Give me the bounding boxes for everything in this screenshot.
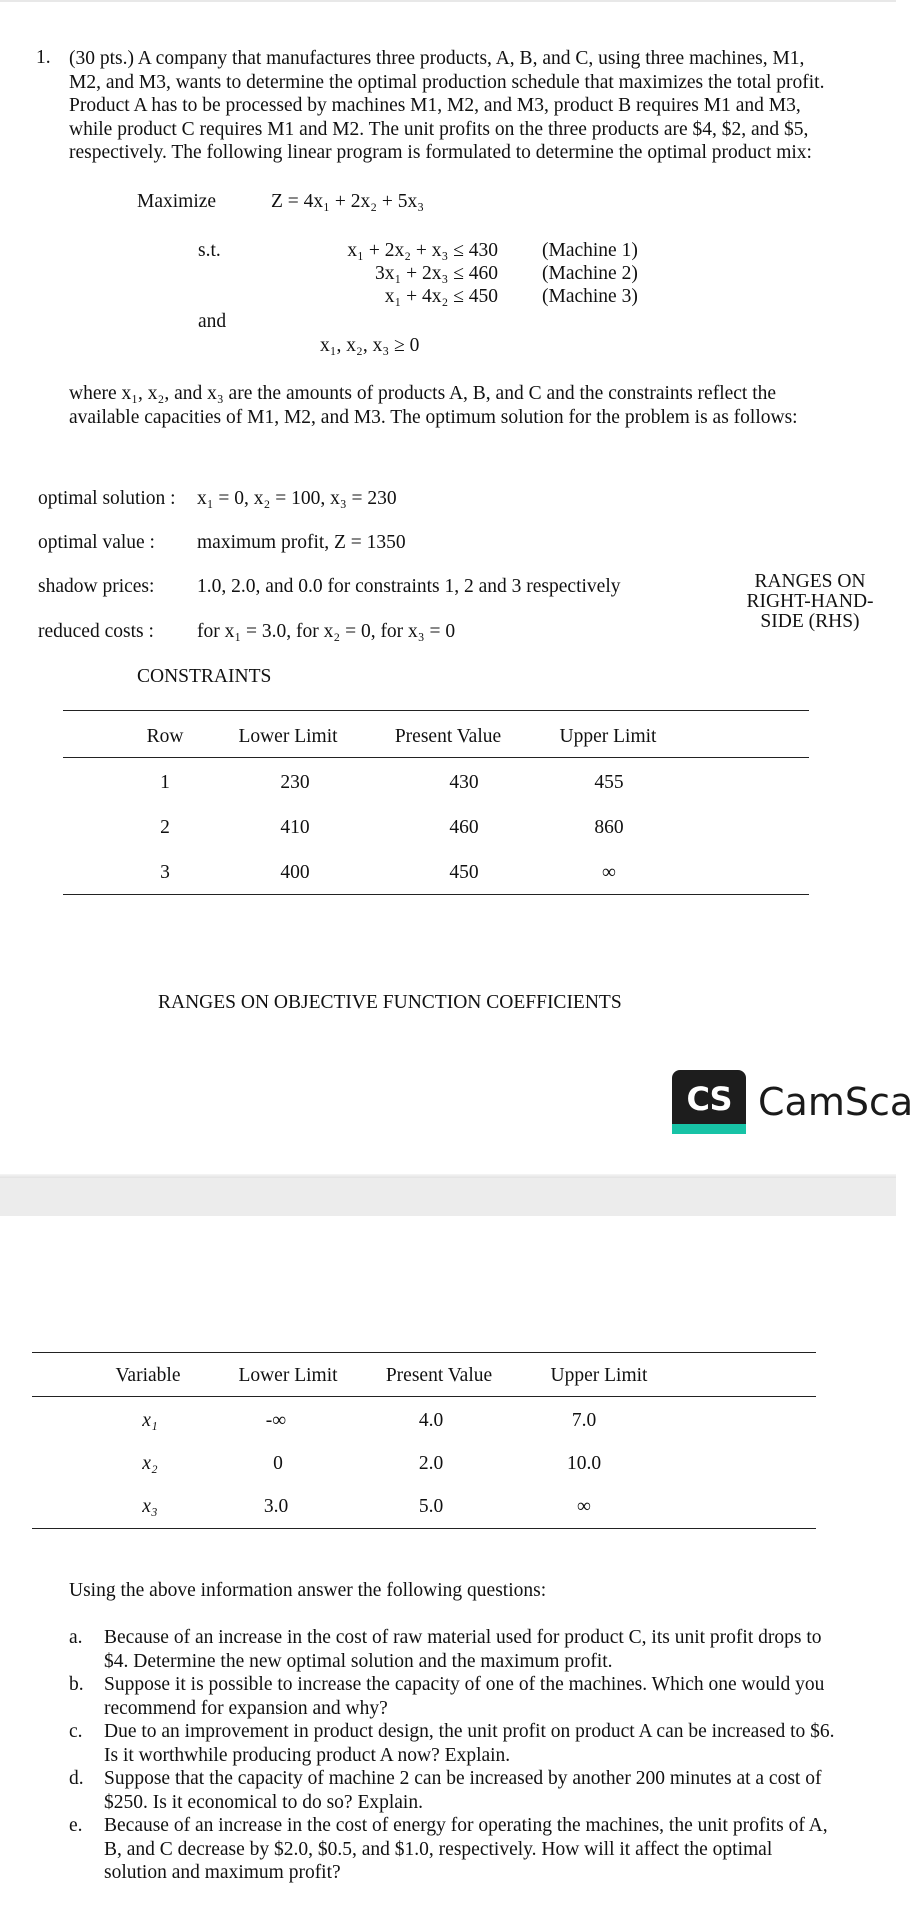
question-c-letter: c. (69, 1721, 83, 1742)
obj-table-cell: 4.0 (418, 1410, 444, 1431)
question-d (104, 1767, 821, 1814)
obj-col-header-variable: Variable (115, 1365, 181, 1386)
obj-col-header-present: Present Value (385, 1365, 493, 1386)
obj-table-cell: 7.0 (571, 1410, 597, 1431)
table-cell: 460 (449, 817, 479, 838)
question-line: solution and maximum profit? (104, 1862, 341, 1883)
constraint-2: 3x₁ + 2x₃ ≤ 460 (374, 263, 498, 284)
constraint-2-note: (Machine 2) (542, 263, 638, 284)
subject-to-label: s.t. (198, 240, 221, 261)
obj-table-cell: 3.0 (263, 1496, 289, 1517)
obj-col-header-lower: Lower Limit (238, 1365, 338, 1386)
table-cell: 450 (449, 862, 479, 883)
shadow-prices-value: 1.0, 2.0, and 0.0 for constraints 1, 2 and 3 respectively (197, 576, 621, 597)
problem-number: 1. (36, 47, 51, 68)
question-line: Suppose it is possible to increase the capacity of one of the machines. Which one would you (104, 1674, 825, 1695)
col-header-lower: Lower Limit (238, 726, 338, 747)
obj-table-cell: x₁ (142, 1410, 158, 1431)
cs-badge-text: CS (686, 1080, 732, 1118)
maximize-label: Maximize (137, 191, 217, 212)
optimal-solution-value: x₁ = 0, x₂ = 100, x₃ = 230 (197, 488, 397, 509)
and-label: and (198, 311, 227, 332)
table-cell: 860 (594, 817, 624, 838)
question-d-letter: d. (69, 1768, 84, 1789)
problem-line: (30 pts.) A company that manufactures three products, A, B, and C, using three machines, M1, (69, 48, 805, 69)
table-cell: 430 (449, 772, 479, 793)
optimal-value-value: maximum profit, Z = 1350 (197, 532, 406, 553)
question-b-letter: b. (69, 1674, 84, 1695)
where-paragraph (69, 382, 798, 429)
question-c (104, 1720, 835, 1767)
ranges-rhs-line: RIGHT-HAND- (746, 591, 874, 612)
objective-ranges-title: RANGES ON OBJECTIVE FUNCTION COEFFICIENTS (158, 992, 622, 1013)
cs-badge (672, 1070, 746, 1134)
table-bottom-rule (63, 894, 809, 895)
constraints-title: CONSTRAINTS (137, 666, 272, 687)
objective-function: Z = 4x₁ + 2x₂ + 5x₃ (271, 191, 425, 212)
question-b (104, 1673, 824, 1720)
table-header-rule (63, 757, 809, 758)
table-cell: 410 (280, 817, 310, 838)
camscanner-text: CamSca (758, 1080, 913, 1124)
obj-table-cell: 5.0 (418, 1496, 444, 1517)
table-top-rule (63, 710, 809, 711)
camscanner-logo (672, 1070, 913, 1134)
question-line: recommend for expansion and why? (104, 1697, 388, 1719)
page-gap (0, 1178, 896, 1216)
question-a-letter: a. (69, 1627, 83, 1648)
question-line: Suppose that the capacity of machine 2 can be increased by another 200 minutes at a cost of (104, 1768, 822, 1789)
obj-table-cell: 2.0 (418, 1453, 444, 1474)
problem-line: while product C requires M1 and M2. The unit profits on the three products are $4, $2, and $5, (69, 118, 809, 140)
ranges-rhs-line: RANGES ON (754, 571, 866, 592)
col-header-row: Row (146, 726, 184, 747)
obj-table-cell: x₃ (142, 1496, 158, 1517)
question-line: Because of an increase in the cost of raw material used for product C, its unit profit drops to (104, 1627, 822, 1648)
where-line: where x₁, x₂, and x₃ are the amounts of products A, B, and C and the constraints reflect the (69, 383, 777, 404)
shadow-prices-label: shadow prices: (38, 576, 155, 597)
constraint-1: x₁ + 2x₂ + x₃ ≤ 430 (347, 240, 498, 261)
table-cell: 400 (280, 862, 310, 883)
question-line: Because of an increase in the cost of energy for operating the machines, the unit profits of A, (104, 1815, 828, 1836)
problem-line: Product A has to be processed by machines M1, M2, and M3, product B requires M1 and M3, (69, 95, 801, 116)
table-cell: 2 (160, 817, 170, 838)
cs-badge-bar (672, 1124, 746, 1134)
question-line: $250. Is it economical to do so? Explain. (104, 1791, 423, 1813)
constraint-3: x₁ + 4x₂ ≤ 450 (384, 286, 498, 307)
nonnegativity: x₁, x₂, x₃ ≥ 0 (320, 335, 420, 356)
optimal-solution-label: optimal solution : (38, 488, 176, 509)
obj-table-cell: 10.0 (566, 1453, 602, 1474)
constraint-1-note: (Machine 1) (542, 240, 638, 261)
table-cell: 455 (594, 772, 624, 793)
question-line: Is it worthwhile producing product A now? Explain. (104, 1744, 511, 1766)
reduced-costs-label: reduced costs : (38, 621, 154, 642)
col-header-present: Present Value (394, 726, 502, 747)
obj-table-cell: ∞ (577, 1496, 591, 1517)
problem-line: respectively. The following linear program is formulated to determine the optimal product mix: (69, 142, 812, 163)
question-line: Due to an improvement in product design, the unit profit on product A can be increased to $6. (104, 1721, 835, 1742)
question-line: $4. Determine the new optimal solution and the maximum profit. (104, 1650, 613, 1672)
problem-line: M2, and M3, wants to determine the optimal production schedule that maximizes the total profit. (69, 71, 825, 93)
ranges-rhs-line: SIDE (RHS) (760, 611, 860, 632)
table-cell: 230 (280, 772, 310, 793)
page-top-edge (0, 0, 896, 2)
obj-table-header-rule (32, 1396, 816, 1397)
table-cell: ∞ (602, 862, 616, 883)
obj-table-cell: 0 (273, 1453, 283, 1474)
obj-table-cell: x₂ (142, 1453, 158, 1474)
constraint-3-note: (Machine 3) (542, 286, 638, 307)
where-line: available capacities of M1, M2, and M3. The optimum solution for the problem is as follows: (69, 406, 798, 428)
obj-col-header-upper: Upper Limit (550, 1365, 648, 1386)
question-a (104, 1626, 822, 1673)
optimal-value-label: optimal value : (38, 532, 155, 553)
obj-table-top-rule (32, 1352, 816, 1353)
questions-intro: Using the above information answer the following questions: (69, 1580, 547, 1601)
ranges-rhs-heading (736, 572, 884, 632)
table-cell: 3 (160, 862, 170, 883)
question-e (104, 1814, 828, 1885)
question-line: B, and C decrease by $2.0, $0.5, and $1.0, respectively. How will it affect the optimal (104, 1838, 773, 1860)
obj-table-bottom-rule (32, 1528, 816, 1529)
col-header-upper: Upper Limit (559, 726, 657, 747)
question-e-letter: e. (69, 1815, 83, 1836)
problem-statement (69, 47, 824, 165)
obj-table-cell: -∞ (265, 1410, 287, 1431)
table-cell: 1 (160, 772, 170, 793)
reduced-costs-value: for x₁ = 3.0, for x₂ = 0, for x₃ = 0 (197, 621, 456, 642)
